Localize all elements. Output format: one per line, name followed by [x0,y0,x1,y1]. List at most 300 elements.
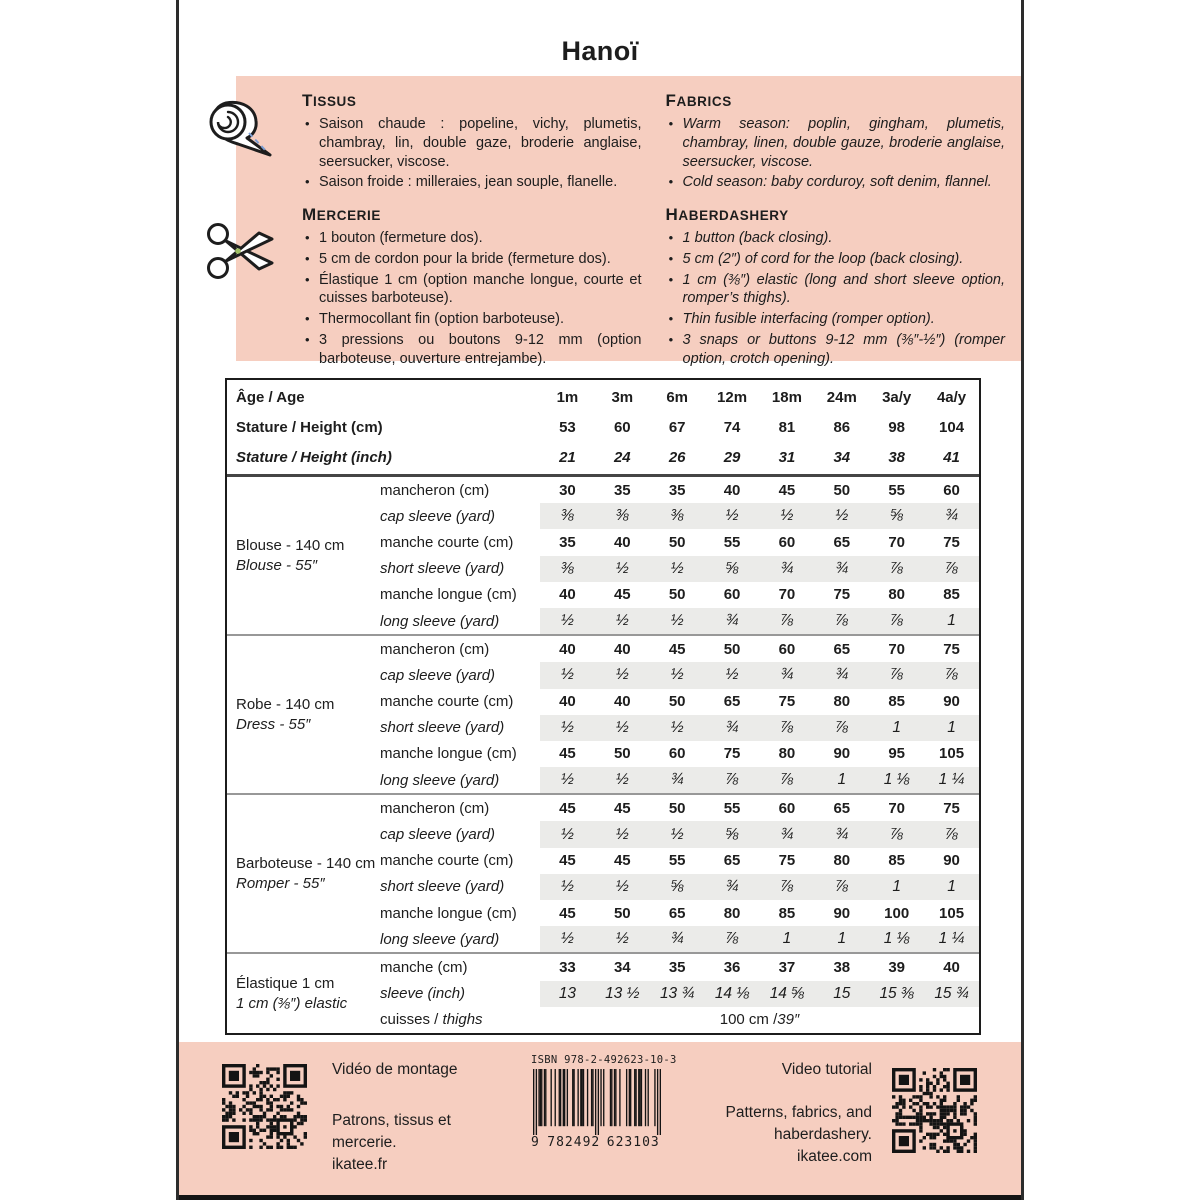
value-cell: ⅞ [890,825,904,843]
value-cell: 60 [723,586,741,604]
english-column [665,91,1006,367]
value-cell: 90 [833,745,851,763]
value-cell: 80 [778,745,796,763]
value-cell: 75 [778,693,796,711]
value-cell: 70 [888,799,906,817]
header-cell: 81 [778,418,796,436]
website-en: ikatee.com [797,1148,872,1165]
header-cell: 38 [888,448,906,466]
value-cell: 55 [723,799,741,817]
video-tutorial-label-fr: Vidéo de montage [332,1061,458,1078]
row-values [540,662,979,688]
scissors-icon [204,218,282,291]
table-row [380,636,979,662]
table-row [380,954,979,980]
value-cell: 50 [613,745,631,763]
thighs-label-en: thighs [442,1011,483,1029]
value-cell: 45 [613,799,631,817]
page-bottom-border [179,1195,1021,1200]
value-cell: ½ [725,666,739,684]
row-label: cap sleeve (yard) [380,507,496,525]
header-cell: 1m [556,388,579,406]
value-cell: 85 [888,852,906,870]
table-row [380,477,979,503]
row-label: short sleeve (yard) [380,719,505,737]
table-row [380,715,979,741]
header-cell: 67 [668,418,686,436]
table-row [380,848,979,874]
table-section [227,634,979,793]
value-cell: ½ [615,718,629,736]
value-cell: 1 [947,877,956,895]
value-cell: 35 [668,958,686,976]
table-row [380,795,979,821]
value-cell: 45 [559,852,576,870]
header-cell: 98 [888,418,906,436]
value-cell: 90 [833,904,851,922]
value-cell: 34 [613,958,631,976]
value-cell: 37 [778,958,796,976]
table-row [380,662,979,688]
row-values [540,477,979,503]
value-cell: ⅝ [725,825,739,843]
value-cell: ⅞ [780,771,794,789]
value-cell: 75 [943,640,960,658]
row-label: sleeve (inch) [380,985,466,1003]
bullet-item: • Élastique 1 cm (option manche longue, courte et cuisses barboteuse). [302,271,642,309]
value-cell: ½ [670,666,684,684]
value-cell: ½ [560,718,574,736]
value-cell: 45 [613,852,631,870]
value-cell: ½ [560,877,574,895]
row-label: short sleeve (yard) [380,560,505,578]
value-cell: ⅜ [560,507,574,525]
value-cell: ⅞ [890,559,904,577]
header-label: Stature / Height (inch) [236,448,392,466]
value-cell: 40 [723,481,741,499]
value-cell: 1 [837,771,847,789]
value-cell: 39 [888,958,906,976]
row-label: long sleeve (yard) [380,612,500,630]
row-values [540,636,979,662]
value-cell: ½ [670,559,684,577]
header-cell: 31 [778,448,796,466]
notions-title-en: HABERDASHERY [665,205,789,224]
value-cell: 1 [892,877,901,895]
value-cell: 14 ⅛ [714,984,750,1002]
value-cell: 1 [837,930,847,948]
value-cell: ⅞ [890,666,904,684]
row-values [540,715,979,741]
header-label: Âge / Age [236,388,305,406]
value-cell: ⅞ [780,877,794,895]
garment-name-en: Blouse - 55″ [236,556,318,574]
footer-bar [179,1042,1021,1195]
row-label: mancheron (cm) [380,799,490,817]
header-cell: 53 [559,418,576,436]
row-label: cap sleeve (yard) [380,666,496,684]
header-cell: 86 [833,418,851,436]
table-section [227,477,979,634]
value-cell: ½ [615,825,629,843]
value-cell: ⅜ [670,507,684,525]
value-cell: 40 [559,640,576,658]
header-cell: 34 [833,448,851,466]
barcode-digit-group2: 623103 [606,1135,660,1150]
value-cell: 65 [723,693,741,711]
value-cell: 1 [892,718,901,736]
value-cell: ¾ [780,559,794,577]
value-cell: ¾ [780,825,794,843]
garment-name-fr: Robe - 140 cm [236,695,335,713]
row-label: manche longue (cm) [380,586,517,604]
bullet-item: • 1 button (back closing). [666,229,1006,248]
bullet-item: • 5 cm (2″) of cord for the loop (back closing). [666,250,1006,269]
header-cell: 6m [666,388,689,406]
table-row [380,503,979,529]
value-cell: ⅞ [945,825,959,843]
fabric-roll-icon [202,96,282,173]
table-row [380,556,979,582]
tagline-en: Patterns, fabrics, and haberdashery. [725,1104,872,1143]
value-cell: 65 [668,904,686,922]
value-cell: 50 [668,693,686,711]
elastic-name-fr: Élastique 1 cm [236,974,335,992]
value-cell: ¾ [835,666,849,684]
notions-title-fr: MERCERIE [302,205,381,224]
value-cell: 40 [613,693,631,711]
value-cell: ⅜ [560,559,574,577]
row-values [540,981,979,1007]
value-cell: 50 [613,904,631,922]
header-cell: 3m [611,388,634,406]
value-cell: 50 [668,586,686,604]
row-values [540,821,979,847]
value-cell: 1 [782,930,792,948]
value-cell: 1 [947,612,956,630]
row-label: manche longue (cm) [380,745,517,763]
garment-label [227,795,380,952]
header-cell: 29 [723,448,741,466]
bullet-item: • Saison chaude : popeline, vichy, plumetis, chambray, lin, double gaze, broderie anglaise, seersucker, viscose. [302,115,642,171]
row-label: manche courte (cm) [380,852,514,870]
header-cell: 24 [613,448,631,466]
row-values [540,556,979,582]
row-values [540,900,979,926]
value-cell: ½ [615,666,629,684]
value-cell: 45 [559,904,576,922]
value-cell: 15 [833,984,851,1002]
info-panel [236,76,1021,367]
value-cell: 80 [833,693,851,711]
value-cell: 45 [778,481,796,499]
value-cell: ⅜ [615,507,629,525]
table-row [380,689,979,715]
value-cell: ¾ [835,559,849,577]
garment-name-fr: Blouse - 140 cm [236,536,345,554]
table-header-row [227,412,979,442]
value-cell: ¾ [670,930,684,948]
header-cell: 74 [723,418,741,436]
row-label: manche courte (cm) [380,693,514,711]
value-cell: ½ [615,612,629,630]
garment-name-en: Romper - 55″ [236,874,325,892]
table-row [380,981,979,1007]
bullet-item: • 3 pressions ou boutons 9-12 mm (option barboteuse, ouverture entrejambe). [302,331,642,369]
pattern-back-page [176,0,1024,1200]
value-cell: ⅞ [835,877,849,895]
header-cell: 18m [771,388,802,406]
value-cell: ⅞ [725,930,739,948]
value-cell: ⅞ [835,612,849,630]
value-cell: 1 ⅛ [883,930,910,948]
elastic-label [227,954,380,1033]
value-cell: 75 [833,586,851,604]
row-label [380,1011,540,1028]
value-cell: 65 [833,799,851,817]
row-values [540,741,979,767]
value-cell: 80 [888,586,906,604]
value-cell: 65 [833,533,851,551]
barcode-digit-group1: 782492 [547,1135,601,1150]
table-row [380,608,979,634]
page-title: Hanoï [561,36,639,66]
table-header-row [227,382,979,412]
notions-list-fr [302,229,642,369]
value-cell: 70 [888,533,906,551]
value-cell: 80 [833,852,851,870]
header-cell: 24m [826,388,857,406]
value-cell: 105 [939,904,965,922]
table-section [227,793,979,952]
thighs-row [380,1007,979,1033]
value-cell: 1 ¼ [938,930,965,948]
thighs-value [540,1007,979,1033]
value-cell: ¾ [725,718,739,736]
value-cell: 35 [559,533,576,551]
bullet-item: • Warm season: poplin, gingham, plumetis, chambray, linen, double gauze, broderie anglaise, seersucker, viscose. [666,115,1006,171]
value-cell: 75 [943,533,960,551]
value-cell: ½ [780,507,794,525]
section-rows [380,477,979,634]
row-values [540,582,979,608]
value-cell: 35 [613,481,631,499]
value-cell: 13 ½ [605,984,640,1002]
barcode [531,1054,677,1150]
table-header [227,380,979,477]
value-cell: 60 [668,745,686,763]
header-cell: 21 [559,448,576,466]
garment-label [227,477,380,634]
row-label: manche (cm) [380,958,468,976]
value-cell: ¾ [725,877,739,895]
barcode-digit-lead: 9 [531,1135,539,1150]
row-values [540,848,979,874]
elastic-rows [380,954,979,1033]
value-cell: 33 [559,958,576,976]
value-cell: 15 ¾ [934,984,969,1002]
header-cell: 4a/y [936,388,967,406]
row-values [540,767,979,793]
bullet-item: • Cold season: baby corduroy, soft denim, flannel. [666,173,1006,192]
garment-name-en: Dress - 55″ [236,715,311,733]
value-cell: 45 [668,640,686,658]
value-cell: 85 [888,693,906,711]
value-cell: ⅞ [725,771,739,789]
bullet-item: • Thin fusible interfacing (romper option). [666,310,1006,329]
value-cell: 15 ⅜ [879,984,914,1002]
value-cell: ½ [560,612,574,630]
value-cell: ⅞ [945,666,959,684]
value-cell: 13 [558,984,577,1002]
value-cell: ¾ [835,825,849,843]
header-values [540,442,979,472]
value-cell: ⅞ [780,612,794,630]
elastic-section [227,952,979,1033]
isbn-label: ISBN 978-2-492623-10-3 [531,1054,677,1066]
value-cell: ¾ [725,612,739,630]
value-cell: 65 [833,640,851,658]
value-cell: ½ [560,666,574,684]
value-cell: 35 [668,481,686,499]
value-cell: 40 [613,533,631,551]
value-cell: ½ [615,877,629,895]
header-label: Stature / Height (cm) [236,418,383,436]
value-cell: 100 [884,904,910,922]
header-cell: 12m [717,388,748,406]
value-cell: ½ [560,771,574,789]
thighs-value-cm: 100 cm / [719,1011,778,1029]
value-cell: 14 ⅝ [769,984,805,1002]
row-values [540,874,979,900]
value-cell: 1 [947,718,956,736]
row-values [540,926,979,952]
value-cell: 13 ¾ [659,984,695,1002]
value-cell: 40 [559,693,576,711]
value-cell: ¾ [670,771,684,789]
footer-right [702,1060,872,1168]
table-row [380,529,979,555]
value-cell: ½ [670,718,684,736]
thighs-value-inch: 39″ [777,1011,800,1029]
value-cell: 60 [943,481,960,499]
row-label: manche longue (cm) [380,904,517,922]
value-cell: 85 [943,586,960,604]
section-rows [380,636,979,793]
row-label: short sleeve (yard) [380,878,505,896]
value-cell: ¾ [780,666,794,684]
elastic-name-en: 1 cm (⅜″) elastic [236,994,348,1012]
value-cell: ⅞ [890,612,904,630]
table-header-row [227,442,979,472]
value-cell: 75 [723,745,741,763]
section-rows [380,795,979,952]
row-label: mancheron (cm) [380,640,490,658]
row-label: long sleeve (yard) [380,930,500,948]
qr-code-icon [892,1068,977,1153]
table-row [380,741,979,767]
value-cell: 45 [613,586,631,604]
value-cell: ½ [615,930,629,948]
tagline-fr: Patrons, tissus et mercerie. [332,1112,451,1151]
value-cell: ⅞ [780,718,794,736]
value-cell: 75 [943,799,960,817]
value-cell: 85 [778,904,796,922]
bullet-item: • 1 cm (⅜″) elastic (long and short sleeve option, romper’s thighs). [666,271,1006,309]
header-values [540,382,979,412]
fabrics-list-fr [302,115,642,192]
value-cell: 40 [613,640,631,658]
value-cell: 50 [668,533,686,551]
bullet-item: • 1 bouton (fermeture dos). [302,229,642,248]
header-cell: 104 [939,418,965,436]
value-cell: 1 ⅛ [883,771,910,789]
fabrics-title-en: FABRICS [665,91,732,110]
value-cell: ⅞ [945,559,959,577]
value-cell: 55 [723,533,741,551]
fabrics-title-fr: TISSUS [302,91,357,110]
value-cell: 36 [723,958,741,976]
thighs-label-fr: cuisses / [380,1011,443,1029]
header-values [540,412,979,442]
barcode-bars [533,1069,661,1135]
value-cell: 55 [668,852,686,870]
table-row [380,821,979,847]
table-row [380,767,979,793]
video-tutorial-label-en: Video tutorial [781,1061,872,1078]
value-cell: 105 [939,745,965,763]
size-table [225,378,981,1035]
value-cell: 38 [833,958,851,976]
row-values [540,689,979,715]
value-cell: ⅝ [670,877,684,895]
qr-code-icon [222,1064,307,1149]
value-cell: ½ [615,771,629,789]
value-cell: ½ [725,507,739,525]
bullet-item: • 5 cm de cordon pour la bride (fermeture dos). [302,250,642,269]
value-cell: 90 [943,693,960,711]
row-label: mancheron (cm) [380,481,490,499]
row-values [540,529,979,555]
value-cell: ¾ [945,507,959,525]
value-cell: ½ [560,825,574,843]
table-row [380,900,979,926]
value-cell: 50 [833,481,851,499]
value-cell: 60 [778,533,796,551]
barcode-digits [531,1135,663,1150]
website-fr: ikatee.fr [332,1156,388,1173]
value-cell: 55 [888,481,906,499]
row-values [540,503,979,529]
fabrics-list-en [666,115,1006,192]
header-cell: 60 [613,418,631,436]
header-cell: 41 [943,448,960,466]
value-cell: 70 [888,640,906,658]
value-cell: 50 [723,640,741,658]
row-label: cap sleeve (yard) [380,826,496,844]
value-cell: ½ [835,507,849,525]
bullet-item: • Saison froide : milleraies, jean souple, flanelle. [302,173,642,192]
value-cell: 65 [723,852,741,870]
bullet-item: • 3 snaps or buttons 9-12 mm (⅜″-½″) (romper option, crotch opening). [666,331,1006,369]
bullet-item: • Thermocollant fin (option barboteuse). [302,310,642,329]
footer-left [332,1060,482,1176]
value-cell: 45 [559,799,576,817]
header-cell: 26 [668,448,686,466]
table-row [380,582,979,608]
value-cell: 40 [559,586,576,604]
value-cell: 90 [943,852,960,870]
